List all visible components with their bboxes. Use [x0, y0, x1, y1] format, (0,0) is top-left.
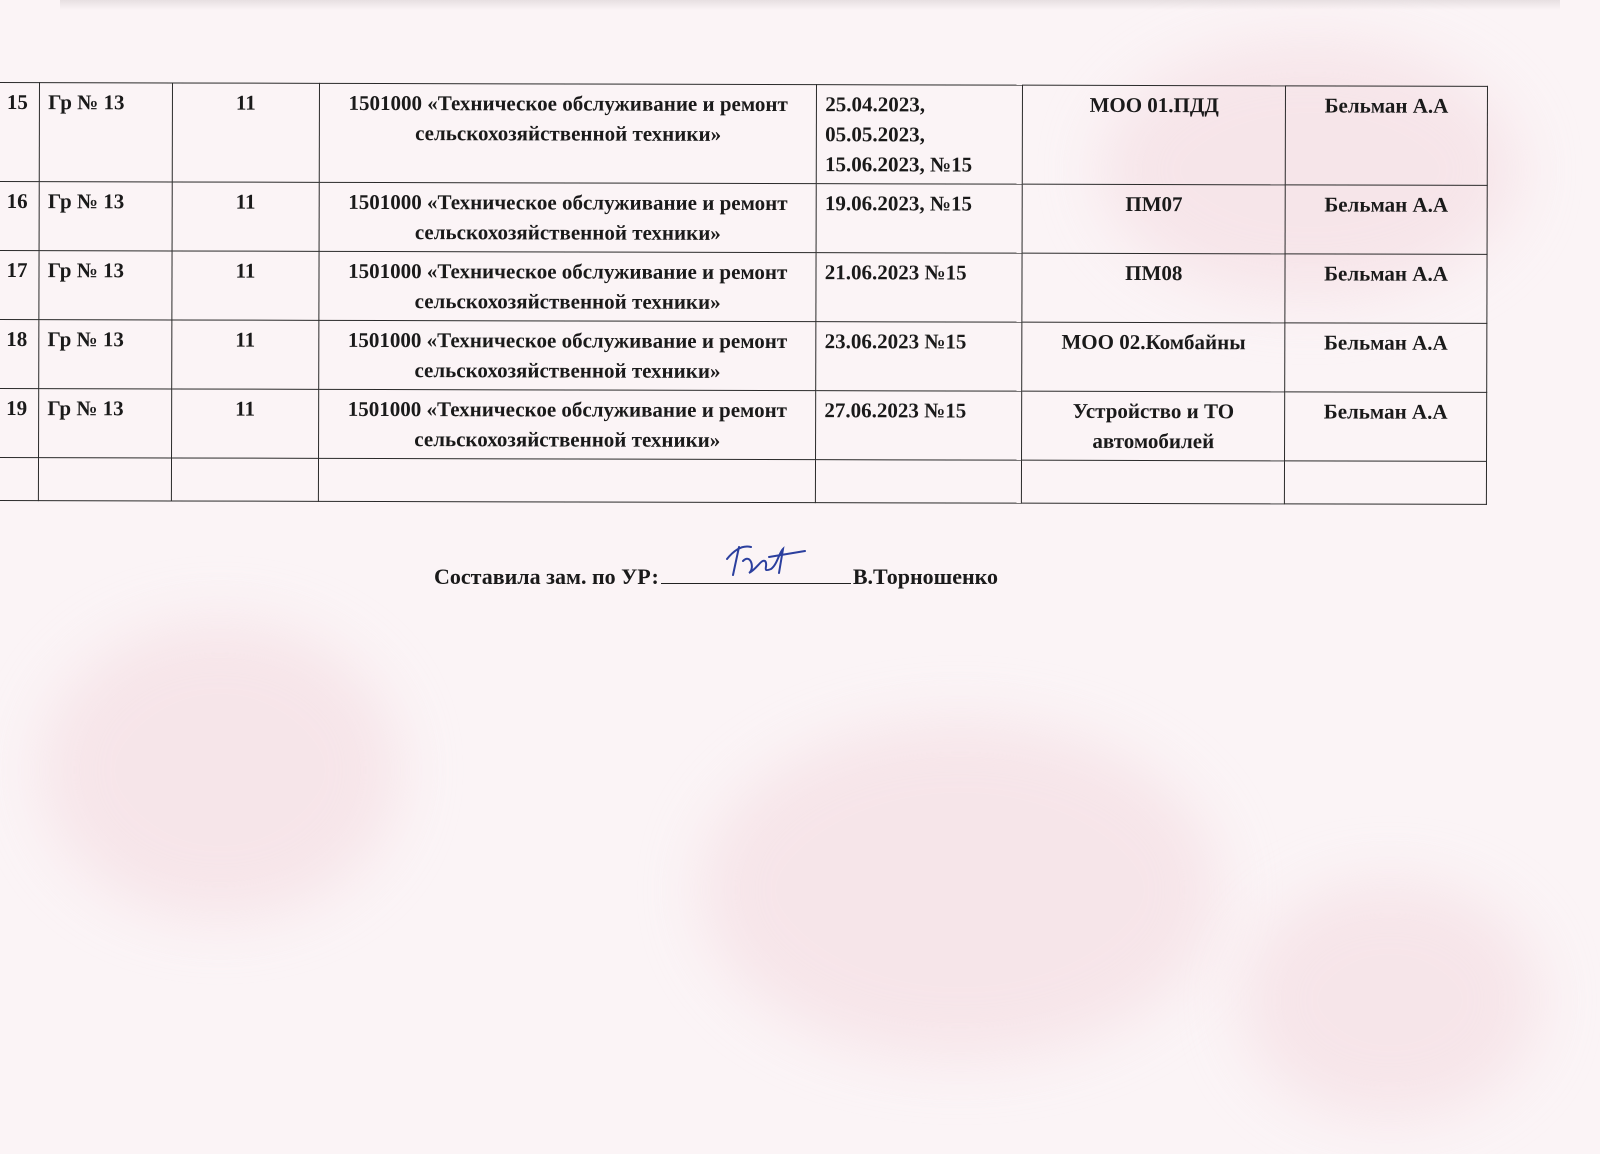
table-row: [0, 251, 1487, 324]
date-line: 23.06.2023 №15: [824, 329, 967, 354]
cell-specialty: 1501000 «Техническое обслуживание и ремонт сельскохозяйственной техники»: [319, 83, 816, 183]
signature-block: [434, 560, 1134, 600]
paper-stain: [1240, 880, 1540, 1120]
cell-teacher: Бельман А.А: [1285, 254, 1487, 324]
cell-dates: [816, 460, 1022, 504]
date-line: 05.05.2023,: [825, 122, 925, 147]
cell-group: Гр № 13: [39, 320, 172, 389]
paper-stain: [700, 720, 1220, 1060]
handwritten-signature: [721, 539, 811, 583]
cell-module: МОО 01.ПДД: [1023, 85, 1286, 185]
date-line: 25.04.2023,: [825, 92, 925, 117]
table-row-empty: [0, 458, 1487, 505]
cell-teacher: Бельман А.А: [1285, 185, 1487, 255]
cell-group: Гр № 13: [39, 389, 172, 458]
cell-num: 16: [0, 182, 39, 251]
date-line: 15.06.2023, №15: [825, 152, 973, 177]
cell-dates: [816, 322, 1022, 392]
cell-teacher: Бельман А.А: [1285, 323, 1487, 393]
date-line: 19.06.2023, №15: [824, 191, 973, 216]
cell-group: [39, 458, 172, 501]
compiler-label: Составила зам. по УР:: [434, 564, 659, 589]
cell-module: ПМ08: [1022, 253, 1285, 323]
cell-course: 11: [172, 83, 320, 182]
cell-course: 11: [171, 389, 319, 458]
cell-specialty: [319, 458, 816, 502]
cell-course: 11: [171, 320, 319, 389]
cell-teacher: Бельман А.А: [1285, 86, 1487, 186]
cell-num: 18: [0, 320, 39, 389]
table-row: [0, 389, 1487, 462]
table-body: [0, 83, 1487, 505]
schedule-table: [0, 82, 1488, 505]
cell-specialty: 1501000 «Техническое обслуживание и ремонт сельскохозяйственной техники»: [319, 182, 816, 252]
cell-dates: [816, 253, 1022, 323]
cell-teacher: [1284, 461, 1486, 505]
cell-dates: [817, 85, 1023, 185]
cell-num: [0, 458, 39, 501]
paper-stain: [40, 620, 400, 920]
table-row: [0, 182, 1487, 255]
cell-specialty: 1501000 «Техническое обслуживание и ремонт сельскохозяйственной техники»: [319, 251, 816, 321]
cell-group: Гр № 13: [39, 251, 172, 320]
compiler-name: В.Торношенко: [852, 564, 999, 589]
cell-specialty: 1501000 «Техническое обслуживание и ремонт сельскохозяйственной техники»: [319, 389, 816, 459]
cell-module: [1022, 460, 1285, 504]
cell-specialty: 1501000 «Техническое обслуживание и ремонт сельскохозяйственной техники»: [319, 320, 816, 390]
table-row: [0, 83, 1487, 186]
cell-group: Гр № 13: [39, 83, 172, 182]
cell-num: 17: [0, 251, 39, 320]
cell-module: МОО 02.Комбайны: [1022, 322, 1285, 392]
cell-module: Устройство и ТО автомобилей: [1022, 391, 1285, 461]
cell-group: Гр № 13: [39, 182, 172, 251]
cell-course: 11: [172, 182, 320, 251]
cell-dates: [816, 184, 1022, 254]
cell-course: [171, 458, 319, 501]
date-line: 27.06.2023 №15: [824, 398, 967, 423]
cell-course: 11: [172, 251, 320, 320]
cell-teacher: Бельман А.А: [1285, 392, 1487, 462]
cell-dates: [816, 391, 1022, 461]
cell-num: 19: [0, 389, 39, 458]
date-line: 21.06.2023 №15: [824, 260, 967, 285]
scan-shadow: [60, 0, 1560, 10]
signature-line: [661, 561, 851, 584]
cell-module: ПМ07: [1023, 184, 1286, 254]
table-row: [0, 320, 1487, 393]
cell-num: 15: [0, 83, 40, 182]
